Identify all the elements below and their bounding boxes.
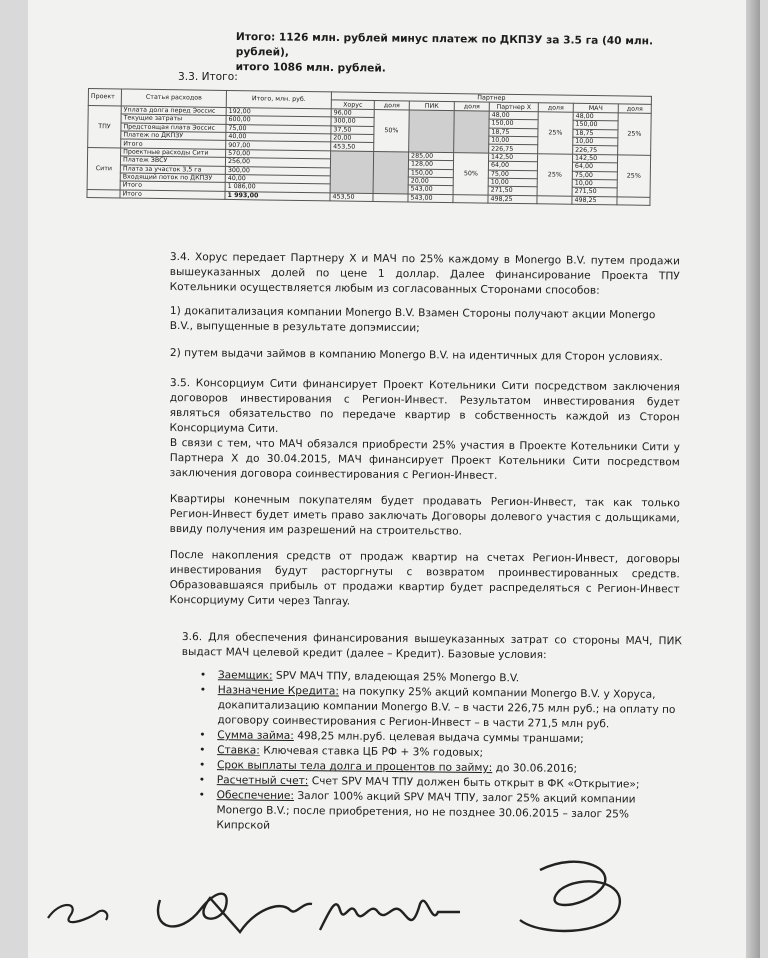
cell-pik: 128,00 — [408, 160, 453, 169]
grand-horus-share — [373, 193, 408, 202]
section-3-3-heading: 3.3. Итого: — [178, 71, 238, 83]
cell-mach: 142,50 — [573, 154, 618, 163]
cell-total: 570,00 — [226, 149, 331, 159]
signature-second — [320, 901, 460, 930]
cell-horus: 96,00 — [331, 109, 374, 118]
cell-pik: 20,00 — [408, 177, 453, 186]
cell-px: 48,00 — [489, 111, 538, 120]
cell-mach: 150,00 — [573, 120, 618, 129]
cell-total: 75,00 — [226, 124, 331, 134]
cell-item: Текущие затраты — [121, 114, 226, 124]
condition-text: Ключевая ставка ЦБ РФ + 3% годовых; — [259, 744, 484, 759]
section-3-4 — [170, 250, 680, 299]
cell-total: 300,00 — [225, 166, 330, 176]
share-mach-tpu: 25% — [618, 113, 652, 155]
list-item — [199, 683, 684, 733]
signature-first — [158, 894, 312, 932]
condition-label: Ставка: — [217, 744, 260, 757]
cell-horus-empty — [330, 151, 374, 194]
cell-horus: 453,50 — [331, 142, 374, 151]
project-tpu: ТПУ — [88, 105, 122, 147]
header-pik-share: доля — [454, 102, 489, 111]
paragraph-mach — [170, 436, 680, 485]
grand-horus: 453,50 — [330, 193, 373, 202]
expense-table — [86, 88, 651, 206]
signatures — [40, 840, 680, 950]
condition-label: Расчетный счет: — [216, 774, 309, 788]
grand-total: 1 993,00 — [225, 191, 330, 201]
header-mach-share: доля — [618, 104, 651, 113]
cell-mach: 271,50 — [572, 188, 617, 197]
condition-text: до 30.06.2016; — [492, 762, 578, 775]
signature-third — [520, 862, 620, 931]
cell-total: 192,00 — [226, 107, 331, 117]
condition-text: SPV МАЧ ТПУ, владеющая 25% Monergo B.V. — [272, 669, 520, 685]
paragraph-sales-text: Квартиры конечным покупателям будет продавать Регион-Инвест, так как только Регион-Инвест будет иметь право заключать Договоры долевого участия с дольщиками, ввиду получения им разрешений на строительство. — [169, 492, 680, 538]
option-1-text: 1) докапитализация компании Monergo B.V. Взамен Стороны получают акции Monergo B.V., выпущенные в результате допэмиссии; — [169, 304, 656, 335]
cell-horus: 37,50 — [331, 125, 374, 134]
condition-text: на покупку 25% акций компании Monergo B.V. у Хоруса, докапитализацию компании Monergo B.V. – в части 226,75 млн руб.; на оплату по договору соинвестирования с Регион-Инвест – в части 271,5 млн руб. — [217, 685, 676, 731]
cell-item: Проектные расходы Сити — [121, 148, 226, 158]
grand-empty — [87, 189, 120, 198]
cell-pik: 543,00 — [408, 185, 453, 194]
cell-total: 40,00 — [226, 132, 331, 142]
cell-px: 18,75 — [489, 128, 538, 137]
share-mach-city: 25% — [617, 155, 651, 197]
cell-mach: 10,00 — [573, 137, 618, 146]
intro-line-2: итого 1086 млн. рублей. — [235, 60, 386, 75]
intro-summary — [236, 30, 676, 80]
cell-pik: 285,00 — [409, 152, 454, 161]
loan-conditions-list — [198, 668, 685, 838]
cell-total: 1 086,00 — [225, 183, 330, 193]
signature-initials — [48, 905, 107, 922]
cell-item: Платеж по ДКПЗУ — [121, 131, 226, 141]
paragraph-funds-text: После накопления средств от продаж квартир на счетах Регион-Инвест, договоры инвестирования будут расторгнуты с возвратом проинвестированных средств. Образовавшаяся прибыль от продажи квартир будет распределяться с Регион-Инвест Консорциуму Сити через Tanray. — [169, 548, 680, 608]
header-partner: Партнер — [331, 92, 651, 105]
cell-item: Итого — [120, 181, 225, 191]
cell-horus: 300,00 — [331, 117, 374, 126]
condition-label: Сумма займа: — [217, 729, 294, 742]
cell-px: 271,50 — [488, 186, 537, 195]
cell-item: Итого — [121, 139, 226, 149]
section-3-5-text: 3.5. Консорциум Сити финансирует Проект Котельники Сити посредством заключения договоров инвестирования с Регион-Инвест. Результатом инвестирования будет являться обязательство по передаче квартир в собственность каждой из Сторон Консорциума Сити. — [169, 376, 680, 435]
grand-pik-share — [453, 194, 488, 203]
section-3-6-text: 3.6. Для обеспечения финансирования вышеуказанных затрат со стороны МАЧ, ПИК выдаст МАЧ целевой кредит (далее – Кредит). Базовые условия: — [181, 630, 682, 662]
share-px-city: 25% — [537, 154, 573, 196]
section-3-4-text: 3.4. Хорус передает Партнеру Х и МАЧ по 25% каждому в Monergo B.V. путем продажи вышеуказанных долей по цене 1 доллар. Далее финансирование Проекта ТПУ Котельники осуществляется любым из согласованных Сторонами способов: — [169, 250, 680, 297]
condition-label: Назначение Кредита: — [217, 684, 340, 698]
cell-total: 907,00 — [226, 141, 331, 151]
header-horus-share: доля — [374, 101, 409, 110]
paragraph-funds — [169, 548, 680, 612]
cell-item: Уплата долга перед Эоссис — [121, 106, 226, 116]
cell-pik-share-empty — [454, 110, 490, 152]
section-3-5 — [169, 376, 680, 440]
cell-total: 256,00 — [225, 158, 330, 168]
cell-item: Предстоящая плата Эоссис — [121, 123, 226, 133]
cell-mach: 64,00 — [572, 162, 617, 171]
cell-px: 226,75 — [489, 144, 538, 153]
cell-mach: 18,75 — [573, 129, 618, 138]
cell-mach: 226,75 — [573, 146, 618, 155]
cell-px: 142,50 — [489, 153, 538, 162]
cell-horus: 20,00 — [331, 134, 374, 143]
cell-total: 40,00 — [225, 174, 330, 184]
intro-line-1: Итого: 1126 млн. рублей минус платеж по ДКПЗУ за 3.5 га (40 млн. рублей), — [235, 30, 654, 59]
condition-label: Обеспечение: — [216, 789, 295, 802]
condition-label: Срок выплаты тела долга и процентов по займу: — [216, 759, 493, 775]
cell-item: Плата за участок 3,5 га — [120, 164, 225, 174]
header-mach: МАЧ — [573, 104, 618, 113]
cell-pik-empty — [409, 110, 455, 153]
cell-item: Входящий поток по ДКПЗУ — [120, 173, 225, 183]
header-expense: Статья расходов — [121, 89, 226, 107]
cell-px: 10,00 — [489, 136, 538, 145]
header-partner-x: Партнер Х — [489, 102, 538, 111]
cell-px: 10,00 — [488, 178, 537, 187]
cell-mach: 48,00 — [573, 112, 618, 121]
grand-mach: 498,25 — [572, 196, 617, 205]
grand-px-share — [537, 195, 572, 204]
header-pik: ПИК — [409, 101, 454, 110]
condition-label: Заемщик: — [217, 669, 273, 682]
grand-label: Итого — [120, 190, 225, 200]
grand-pik: 543,00 — [408, 194, 453, 203]
grand-mach-share — [617, 197, 650, 206]
condition-text: Счет SPV МАЧ ТПУ должен быть открыт в ФК «Открытие»; — [308, 775, 640, 791]
header-total: Итого, млн. руб. — [226, 90, 331, 108]
condition-text: 498,25 млн.руб. целевая выдача суммы траншами; — [293, 729, 584, 746]
grand-px: 498,25 — [488, 195, 537, 204]
list-item — [198, 788, 683, 838]
cell-px: 150,00 — [489, 119, 538, 128]
cell-horus-share-empty — [373, 151, 409, 193]
share-horus-tpu: 50% — [374, 109, 410, 151]
cell-total: 600,00 — [226, 116, 331, 126]
option-2-text: 2) путем выдачи займов в компанию Monergo B.V. на идентичных для Сторон условиях. — [169, 346, 663, 364]
header-px-share: доля — [538, 103, 573, 112]
paragraph-mach-text: В связи с тем, что МАЧ обязался приобрести 25% участия в Проекте Котельники Сити у Партнера Х до 30.04.2015, МАЧ финансирует Проект Котельники Сити посредством заключения договора соинвестирования с Регион-Инвест. — [169, 436, 680, 482]
cell-mach: 10,00 — [572, 179, 617, 188]
project-city: Сити — [87, 147, 121, 189]
header-horus: Хорус — [331, 100, 374, 109]
cell-mach: 75,00 — [572, 171, 617, 180]
condition-text: Залог 100% акций SPV МАЧ ТПУ, залог 25% акций компании Monergo B.V.; после приобретения, но не позднее 30.06.2015 – залог 25% Кипрской — [216, 789, 636, 832]
section-3-6 — [182, 630, 682, 664]
cell-item: Платеж ЗВСУ — [120, 156, 225, 166]
header-project: Проект — [88, 89, 121, 106]
option-1 — [170, 304, 680, 338]
share-px-tpu: 25% — [538, 112, 574, 154]
cell-pik: 150,00 — [408, 168, 453, 177]
cell-px: 75,00 — [488, 170, 537, 179]
share-pik-city: 50% — [453, 152, 489, 194]
cell-px: 64,00 — [488, 161, 537, 170]
paragraph-sales — [170, 492, 680, 541]
